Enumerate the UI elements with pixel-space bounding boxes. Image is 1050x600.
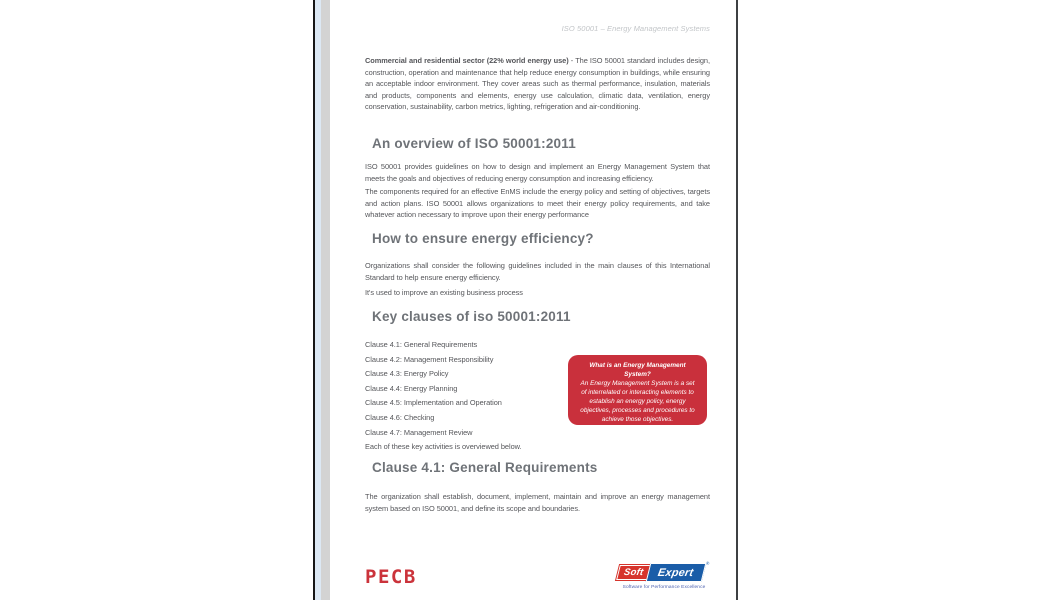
page-shadow-strip [321, 0, 330, 600]
efficiency-paragraph-2: It's used to improve an existing business process [365, 288, 523, 297]
ems-definition-callout [568, 355, 707, 425]
intro-lead-bold: Commercial and residential sector (22% world energy use) [365, 56, 569, 65]
clause-list-item: Clause 4.7: Management Review [365, 427, 473, 437]
softexpert-wordmark [618, 563, 710, 582]
running-header: ISO 50001 – Energy Management Systems [561, 24, 710, 33]
efficiency-paragraph-1: Organizations shall consider the following guidelines included in the main clauses of this International Standard to help ensure energy efficiency. [365, 261, 710, 282]
clause-list-item: Clause 4.3: Energy Policy [365, 369, 449, 379]
clause-list-item: Clause 4.2: Management Responsibility [365, 354, 494, 364]
heading-clause-41: Clause 4.1: General Requirements [372, 460, 598, 475]
pecb-logo: PECB [365, 566, 417, 588]
softexpert-soft-text: Soft [623, 567, 645, 578]
clause-list-item: Clause 4.1: General Requirements [365, 340, 478, 349]
intro-rest: - The ISO 50001 standard includes design, construction, operation and maintenance that help reduce energy consumption in buildings, while ensuring an acceptable indoor environment. They cover areas such as thermal performance, insulation, materials and products, components and elements, energy use calculation, climatic data, ventilation, energy conservation, sustainability, carbon metrics, lighting, refrigeration and air-conditioning. [365, 56, 710, 111]
heading-key-clauses: Key clauses of iso 50001:2011 [372, 309, 571, 324]
heading-efficiency: How to ensure energy efficiency? [372, 231, 594, 246]
clause-list-item: Clause 4.6: Checking [365, 412, 435, 422]
clause-41-paragraph: The organization shall establish, document, implement, maintain and improve an energy management system based on ISO 50001, and define its scope and boundaries. [365, 492, 710, 513]
clause-list-item: Clause 4.5: Implementation and Operation [365, 398, 502, 408]
softexpert-logo [618, 563, 710, 591]
callout-title: What is an Energy Management System? [589, 361, 686, 378]
softexpert-expert-text: Expert [657, 566, 695, 579]
softexpert-expert-badge [646, 561, 710, 582]
document-page [330, 0, 736, 600]
callout-body: An Energy Management System is a set of interrelated or interacting elements to establish an energy policy, energy objectives, processes and procedures to achieve those objectives. [580, 379, 695, 423]
viewer-right-border [736, 0, 738, 600]
clause-list-item: Clause 4.4: Energy Planning [365, 383, 458, 393]
clause-list-footnote: Each of these key activities is overviewed below. [365, 442, 522, 452]
softexpert-tagline: Software for Performance Excellence [622, 585, 706, 590]
registered-trademark-icon: ® [706, 561, 710, 566]
intro-paragraph [365, 55, 710, 113]
overview-paragraph-1: ISO 50001 provides guidelines on how to design and implement an Energy Management System that meets the goals and objectives of reducing energy consumption and increasing efficiency. [365, 162, 710, 183]
clause-list [365, 338, 595, 455]
heading-overview: An overview of ISO 50001:2011 [372, 136, 576, 151]
overview-paragraph-2: The components required for an effective EnMS include the energy policy and setting of objectives, targets and action plans. ISO 50001 allows organizations to meet their energy policy requirements, and take whatever action necessary to improve upon their energy performance [365, 187, 710, 219]
